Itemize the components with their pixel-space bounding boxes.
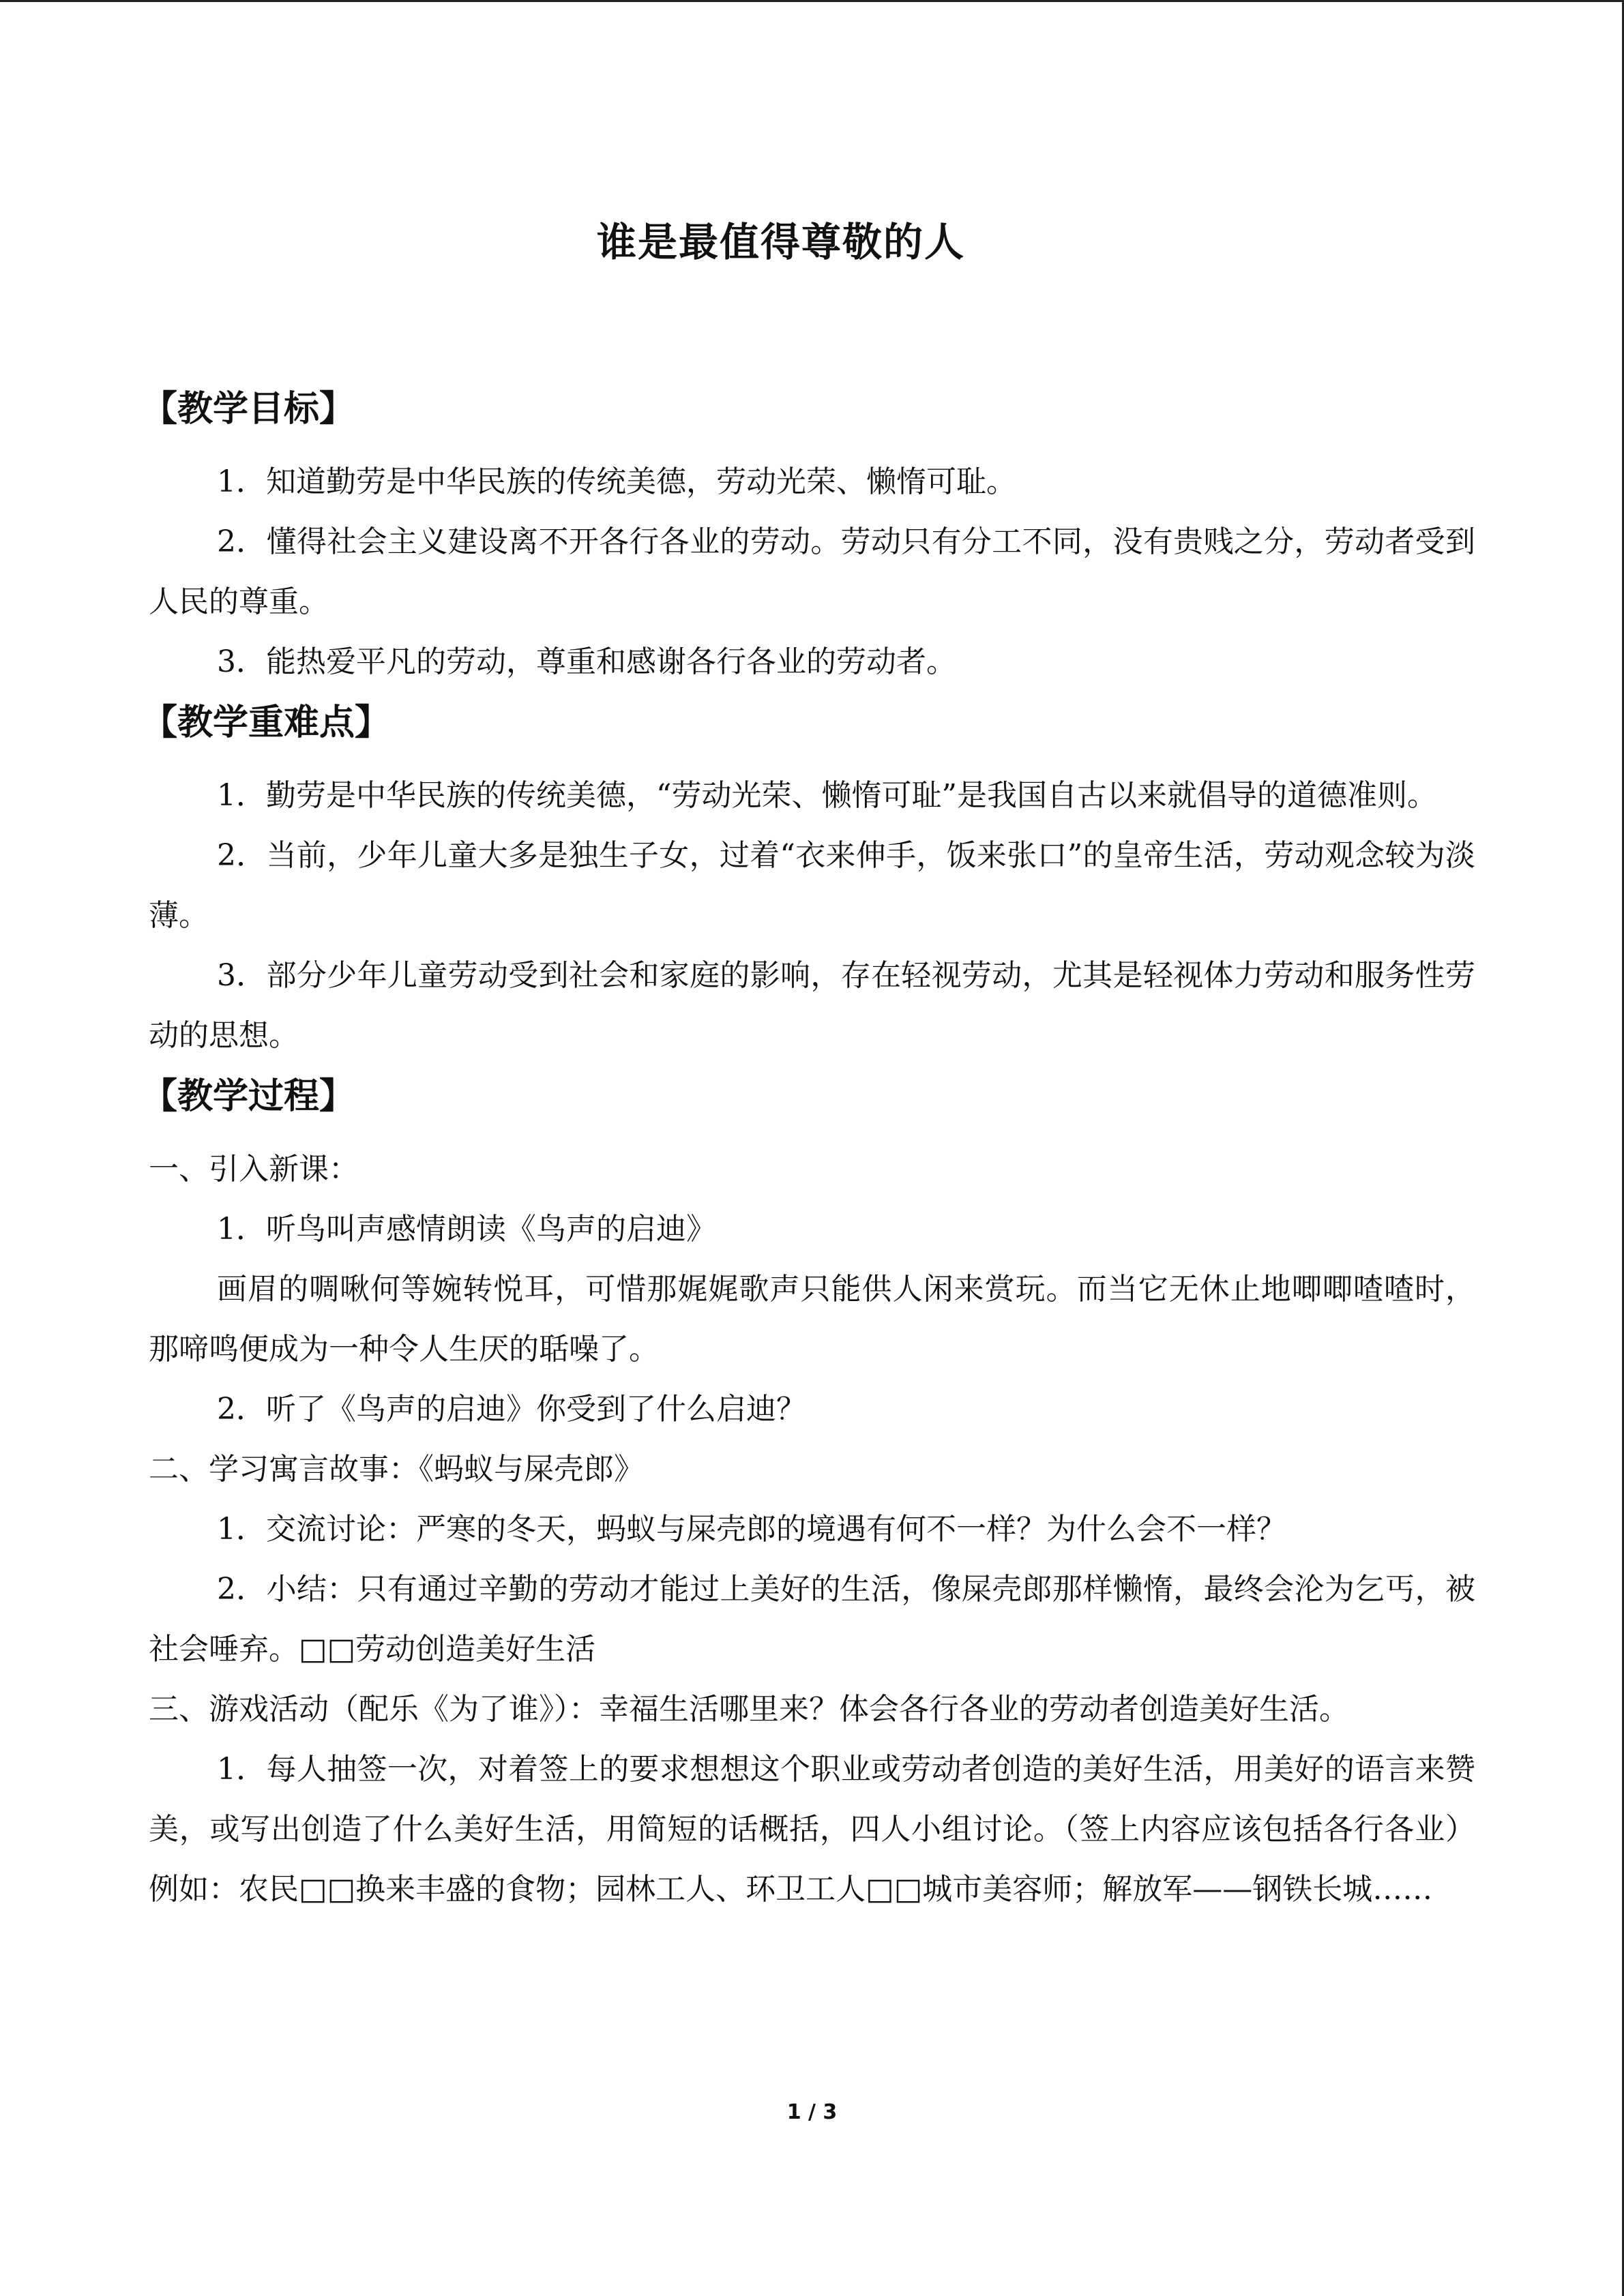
- difficulty-item-1: 1．勤劳是中华民族的传统美德，“劳动光荣、懒惰可耻”是我国自古以来就倡导的道德准则。: [217, 778, 1437, 813]
- process-part1-item2: 2．听了《鸟声的启迪》你受到了什么启迪？: [217, 1392, 806, 1427]
- process-part1-text: 画眉的啁啾何等婉转悦耳，可惜那娓娓歌声只能供人闲来赏玩。而当它无休止地唧唧喳喳时，那啼鸣便成为一种令人生厌的聒噪了。: [149, 1272, 1475, 1367]
- goal-item-2: 2．懂得社会主义建设离不开各行各业的劳动。劳动只有分工不同，没有贵贱之分，劳动者受到人民的尊重。: [149, 524, 1475, 619]
- goal-item-1: 1．知道勤劳是中华民族的传统美德，劳动光荣、懒惰可耻。: [217, 464, 1016, 499]
- goal-item-3: 3．能热爱平凡的劳动，尊重和感谢各行各业的劳动者。: [217, 644, 956, 679]
- process-part3-title: 三、游戏活动（配乐《为了谁》）：幸福生活哪里来？体会各行各业的劳动者创造美好生活。: [149, 1692, 1349, 1727]
- process-part1-title: 一、引入新课：: [149, 1152, 359, 1187]
- section-heading-goals: 【教学目标】: [142, 389, 355, 430]
- document-body: [142, 378, 1475, 1920]
- process-part2-item1: 1．交流讨论：严寒的冬天，蚂蚁与屎壳郎的境遇有何不一样？为什么会不一样？: [217, 1512, 1286, 1547]
- process-part2-item2: 2．小结：只有通过辛勤的劳动才能过上美好的生活，像屎壳郎那样懒惰，最终会沦为乞丐，被社会唾弃。□□劳动创造美好生活: [149, 1572, 1475, 1667]
- process-part2-title: 二、学习寓言故事：《蚂蚁与屎壳郎》: [149, 1452, 644, 1487]
- page-number: 1 / 3: [786, 2100, 838, 2124]
- section-heading-process: 【教学过程】: [142, 1076, 355, 1117]
- section-heading-difficulties: 【教学重难点】: [142, 702, 391, 743]
- page-border-top: [0, 0, 1624, 2]
- process-part3-item1: 1．每人抽签一次，对着签上的要求想想这个职业或劳动者创造的美好生活，用美好的语言来赞美，或写出创造了什么美好生活，用简短的话概括，四人小组讨论。（签上内容应该包括各行各业）例如：农民□□换来丰盛的食物；园林工人、环卫工人□□城市美容师；解放军——钢铁长城……: [149, 1752, 1475, 1907]
- process-part1-item1: 1．听鸟叫声感情朗读《鸟声的启迪》: [217, 1212, 716, 1247]
- difficulty-item-3: 3．部分少年儿童劳动受到社会和家庭的影响，存在轻视劳动，尤其是轻视体力劳动和服务性劳动的思想。: [149, 958, 1475, 1053]
- document-title: 谁是最值得尊敬的人: [596, 219, 965, 265]
- difficulty-item-2: 2．当前，少年儿童大多是独生子女，过着“衣来伸手，饭来张口”的皇帝生活，劳动观念较为淡薄。: [149, 838, 1475, 933]
